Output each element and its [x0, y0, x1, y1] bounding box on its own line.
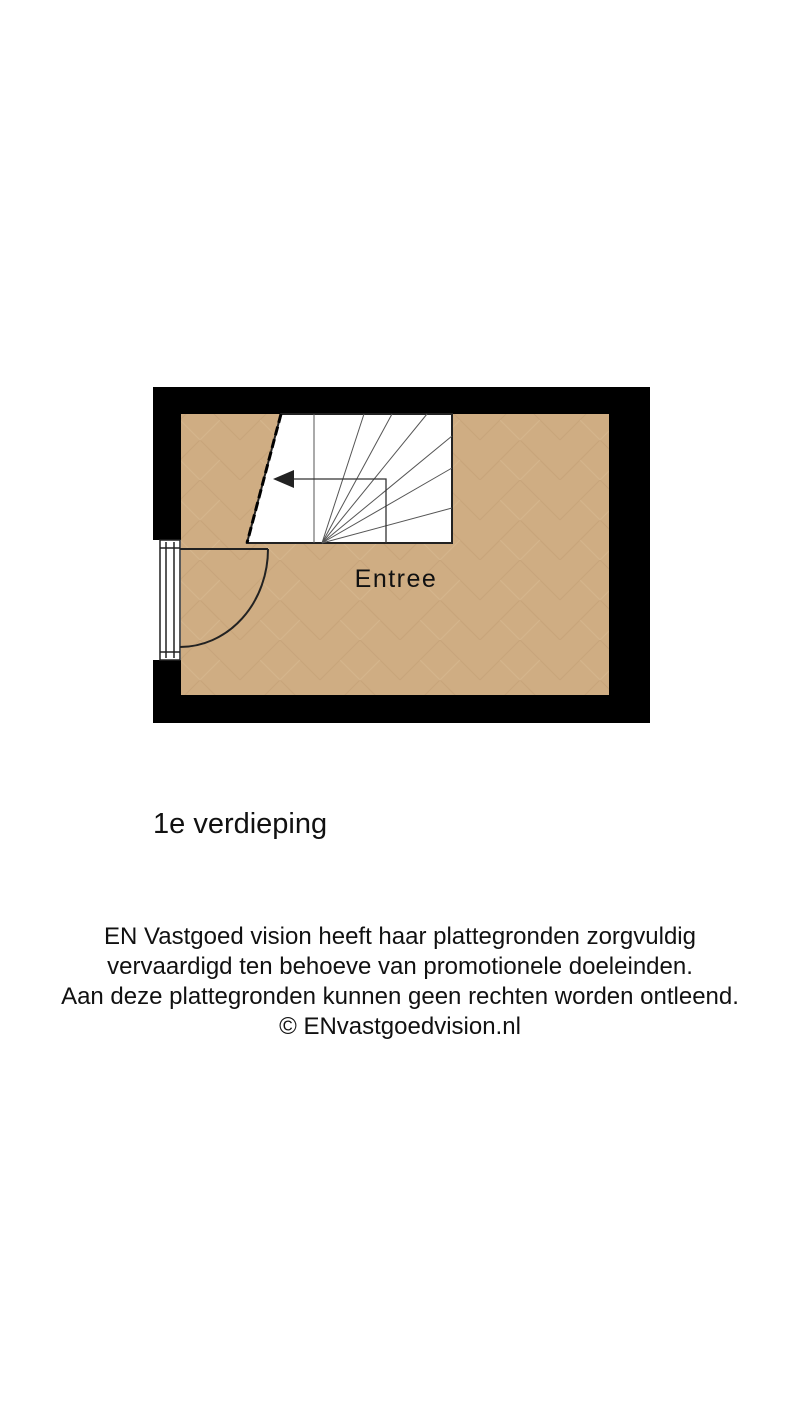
floor-label: 1e verdieping — [153, 808, 328, 840]
disclaimer-line: vervaardigd ten behoeve van promotionele doeleinden. — [107, 953, 693, 980]
room-label-entree: Entree — [354, 565, 438, 593]
disclaimer-line: EN Vastgoed vision heeft haar plattegronden zorgvuldig — [104, 923, 696, 950]
staircase — [247, 414, 452, 543]
door-opening — [153, 540, 181, 660]
copyright-line: © ENvastgoedvision.nl — [279, 1013, 521, 1040]
disclaimer — [0, 922, 800, 1042]
disclaimer-line: Aan deze plattegronden kunnen geen rechten worden ontleend. — [61, 983, 739, 1010]
